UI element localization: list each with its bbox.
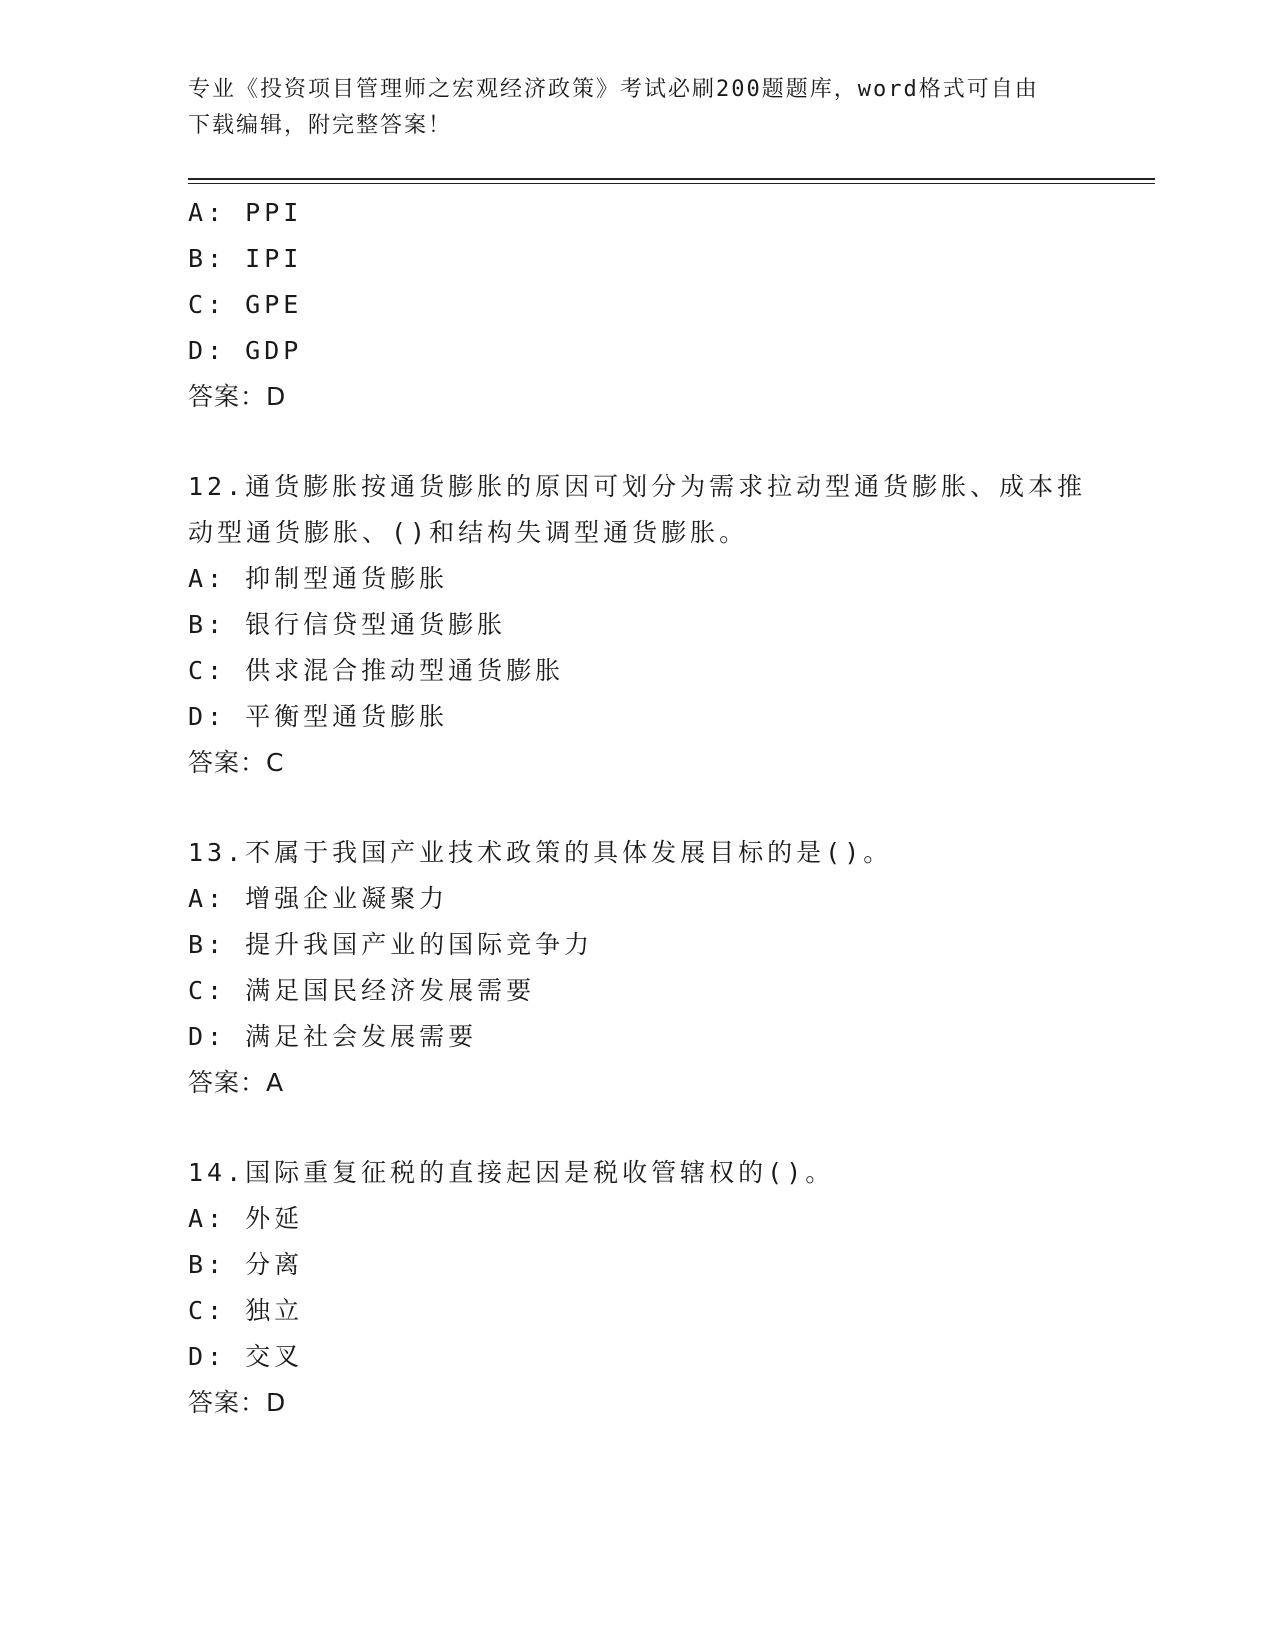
option-d: D: 满足社会发展需要 (188, 1022, 478, 1051)
spacer (188, 786, 1088, 830)
question-list (188, 190, 1088, 1426)
spacer (188, 420, 1088, 464)
option-d: D: 平衡型通货膨胀 (188, 702, 449, 731)
question-text-line-1: 12.通货膨胀按通货膨胀的原因可划分为需求拉动型通货膨胀、成本推 (188, 472, 1087, 501)
option-a: A: 外延 (188, 1204, 304, 1233)
document-header (188, 72, 1068, 144)
option-c: C: 独立 (188, 1296, 304, 1325)
option-d: D: GDP (188, 336, 303, 365)
question-11 (188, 190, 1088, 420)
option-b: B: 银行信贷型通货膨胀 (188, 610, 507, 639)
header-line-2: 下载编辑，附完整答案！ (188, 113, 453, 138)
question-13 (188, 830, 1088, 1106)
question-text: 13.不属于我国产业技术政策的具体发展目标的是()。 (188, 838, 893, 867)
question-text-line-2: 动型通货膨胀、()和结构失调型通货膨胀。 (188, 518, 749, 547)
answer: 答案：D (188, 382, 287, 411)
answer: 答案：D (188, 1388, 287, 1417)
answer: 答案：A (188, 1068, 285, 1097)
option-b: B: IPI (188, 244, 303, 273)
option-a: A: 抑制型通货膨胀 (188, 564, 449, 593)
header-rule-thick (188, 178, 1155, 180)
option-c: C: 供求混合推动型通货膨胀 (188, 656, 565, 685)
header-line-1: 专业《投资项目管理师之宏观经济政策》考试必刷200题题库，word格式可自由 (188, 77, 1039, 102)
spacer (188, 1106, 1088, 1150)
option-a: A: PPI (188, 198, 303, 227)
question-12 (188, 464, 1088, 786)
option-c: C: GPE (188, 290, 303, 319)
option-a: A: 增强企业凝聚力 (188, 884, 449, 913)
option-d: D: 交叉 (188, 1342, 304, 1371)
option-b: B: 分离 (188, 1250, 304, 1279)
answer: 答案：C (188, 748, 285, 777)
question-14 (188, 1150, 1088, 1426)
option-c: C: 满足国民经济发展需要 (188, 976, 536, 1005)
option-b: B: 提升我国产业的国际竞争力 (188, 930, 594, 959)
question-text: 14.国际重复征税的直接起因是税收管辖权的()。 (188, 1158, 835, 1187)
header-rule-thin (188, 183, 1155, 184)
